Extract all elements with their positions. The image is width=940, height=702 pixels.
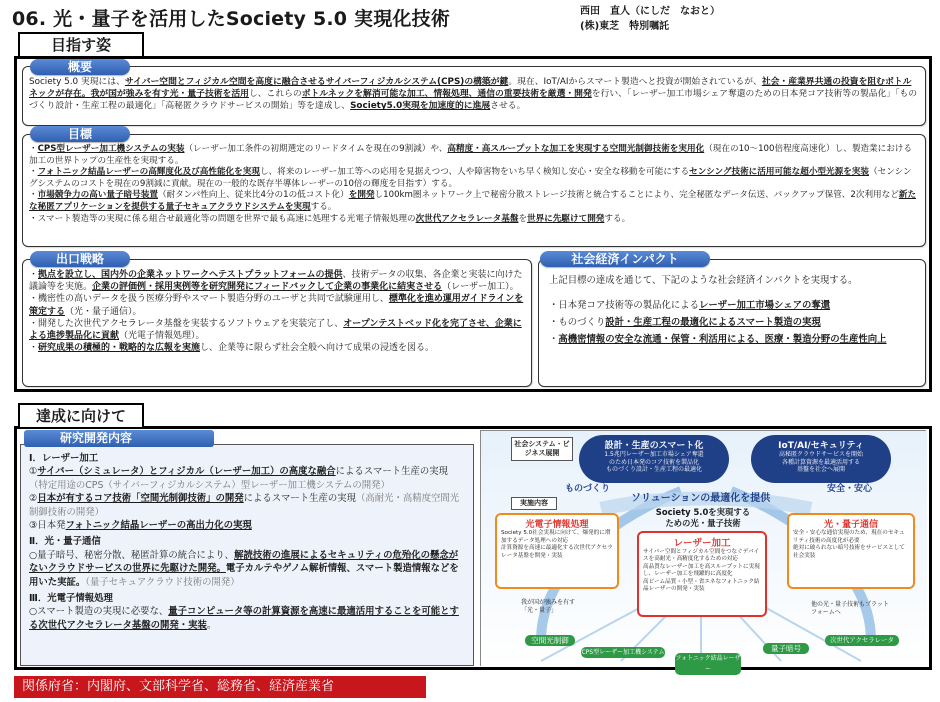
impact-list xyxy=(549,297,915,348)
body-text: （センシングシステムのコストを現在の9割減に貢献。現在の一般的な既存半導体レーザーの10倍の輝度を目指す）する。 xyxy=(29,167,912,189)
diagram-line: 高ビーム品質・小型・省エネなフォトニック結晶レーザーの開発・実装 xyxy=(643,578,760,593)
emphasis-text: フォトニック結晶レーザーの高輝度化及び高性能化を実現 xyxy=(37,167,260,178)
body-text: ③日本発 xyxy=(29,520,66,532)
body-text: （レーザー加工）。 xyxy=(442,282,519,293)
note-text: （特定用途のCPS（サイバーフィジカルシステム）型レーザー加工機システムの開発） xyxy=(29,479,390,491)
body-text: ○スマート製造の実現に必要な、 xyxy=(29,606,169,618)
laser-panel xyxy=(637,531,767,617)
list-item xyxy=(549,331,915,348)
goals-box xyxy=(22,134,926,247)
body-text: ・ xyxy=(549,334,559,345)
list-item xyxy=(29,167,919,190)
body-text: ○量子暗号、秘密分散、秘匿計算の統合により、 xyxy=(29,549,235,561)
body-text: 。 xyxy=(206,619,217,631)
emphasis-text: フォトニック結晶レーザーの高出力化の実現 xyxy=(65,520,252,532)
emphasis-text: CPS型レーザー加工機システムの実装 xyxy=(37,144,185,154)
opt-lines xyxy=(501,530,613,560)
note-text: （量子セキュアクラウド技術の開発） xyxy=(85,576,240,588)
jisshi-label: 実施内容 xyxy=(511,497,557,510)
emphasis-text: Society5.0実現を加速度的に進展 xyxy=(350,101,491,112)
body-text: し100km圏ネットワーク上で秘密分散ストレージ技術と統合することにより、完全秘匿なデータ伝送、バックアップ保管、2次利用など xyxy=(374,190,899,201)
emphasis-text: センシング技術に活用可能な超小型光源を実装 xyxy=(689,167,869,178)
body-text: （現在の10～100倍程度高速化）し、製造業における加工の世界トップの生産性を実現する。 xyxy=(29,144,912,166)
monozukuri-label: ものづくり xyxy=(565,484,611,494)
rd-content xyxy=(29,452,465,632)
emphasis-text: 新たな秘匿アプリケーションを提供する量子セキュアクラウドシステムを実現 xyxy=(29,190,917,212)
body-text: （光・量子通信）。 xyxy=(65,306,142,317)
exit-label: 出口戦略 xyxy=(30,251,130,267)
emphasis-text: を開発 xyxy=(348,190,375,201)
body-text: ・ xyxy=(29,190,38,201)
smart-design-oval xyxy=(579,435,729,483)
smart-design-title: 設計・生産のスマート化 xyxy=(604,441,704,451)
iot-oval xyxy=(751,435,891,483)
overview-label: 概要 xyxy=(30,59,130,75)
body-text: によるスマート生産の実現 xyxy=(335,466,448,478)
solution-label: ソリューションの最適化を提供 xyxy=(631,493,771,504)
list-item xyxy=(549,297,915,314)
emphasis-text: 次世代アクセラレータ基盤 xyxy=(415,213,519,224)
diagram-line: サイバー空間とフィジカル空間をつなぐデバイスを高耐光・高精度化するための対応 xyxy=(643,549,760,563)
list-item xyxy=(29,269,525,293)
body-text: ・ xyxy=(29,343,39,354)
rd-item xyxy=(29,492,465,519)
rd-box xyxy=(20,444,474,666)
emphasis-text: 研究成果の積極的・戦略的な広報を実施 xyxy=(38,343,201,354)
author-name: 西田 直人（にしだ なおと） xyxy=(580,6,720,17)
emphasis-text: サイバー（シミュレータ）とフィジカル（レーザー加工）の高度な融合 xyxy=(37,466,336,478)
body-text: し、企業等に限らず社会全般へ向けて成果の浸透を図る。 xyxy=(200,343,435,354)
emphasis-text: 解読技術の進展によるセキュリティの危殆化の懸念がないクラウドサービスの世界に先駆けた開発。 xyxy=(29,549,459,575)
impact-intro: 上記目標の達成を通じて、下記のような社会経済インパクトを実現する。 xyxy=(549,275,858,286)
impact-label: 社会経済インパクト xyxy=(540,251,710,267)
body-text: ・ xyxy=(29,167,38,178)
laser-title: レーザー加工 xyxy=(673,538,731,549)
body-text: Society 5.0 実現には、 xyxy=(29,77,125,87)
rd-item xyxy=(29,519,465,532)
overview-text xyxy=(29,76,919,113)
emphasis-text: 日本が有するコア技術「空間光制御技術」の開発 xyxy=(37,493,244,505)
goals-label: 目標 xyxy=(30,126,130,142)
body-text: 、技術データの収集、各企業と実装に向けた議論等を実施。 xyxy=(29,270,523,293)
emphasis-text: 高機密情報の安全な流通・保管・利活用による、医療・製造分野の生産性向上 xyxy=(558,334,887,345)
rd-item xyxy=(29,549,465,589)
rd-label: 研究開発内容 xyxy=(24,430,214,447)
rd-item xyxy=(29,465,465,492)
emphasis-text: 企業の評価例・採用実例等を研究開発にフィードバックして企業の事業化に結実させる xyxy=(92,282,443,293)
body-text: によるスマート生産の実現 xyxy=(243,493,356,505)
body-text: を xyxy=(518,213,528,224)
exit-box xyxy=(22,259,532,387)
diagram-line: 高品質なレーザー加工を高スループットに実現し、レーザー加工を飛躍的に高度化 xyxy=(643,563,760,578)
body-text: する。 xyxy=(604,213,631,224)
emphasis-text: 社会・産業界共通の投資を阻むボトルネックが存在。我が国が強みを有す光・量子技術を活用 xyxy=(29,77,912,100)
body-text: させる。 xyxy=(490,101,526,112)
ministry-bar: 関係府省：内閣府、文部科学省、総務省、経済産業省 xyxy=(14,676,426,698)
body-text: ・日本発コア技術等の製品化による xyxy=(549,300,700,311)
center-title xyxy=(641,507,765,529)
quantum-panel xyxy=(787,513,915,589)
rd-heading: Ⅱ．光・量子通信 xyxy=(29,536,101,548)
emphasis-text: ボトルネックを解消可能な加工、情報処理、通信の重要技術を厳選・開発 xyxy=(301,89,592,100)
smart-design-lines xyxy=(579,451,729,474)
body-text: する。 xyxy=(310,201,337,212)
concept-diagram xyxy=(480,430,926,673)
body-text: し、将来のレーザー加工等への応用を見据えつつ、人や障害物をいち早く検知し安心・安全な移動を可能にする xyxy=(259,167,690,178)
body-text: （レーザー加工条件の初期選定のリードタイムを現在の9割減）や、 xyxy=(184,144,448,154)
list-item xyxy=(29,318,525,342)
body-text: ・開発した次世代アクセラレータ基盤を実装するソフトウェアを実装完了し、 xyxy=(29,318,344,329)
exit-list xyxy=(29,269,525,354)
anzen-label: 安全・安心 xyxy=(827,484,873,494)
body-text: （耐タンパ性向上、従来比4分の1の低コスト化） xyxy=(157,190,349,201)
body-text: ・ xyxy=(29,270,39,280)
opt-title: 光電子情報処理 xyxy=(525,520,589,530)
node-spatial-light: 空間光制御 xyxy=(525,635,575,646)
page-title: 06. 光・量子を活用したSociety 5.0 実現化技術 xyxy=(12,8,451,30)
rd-item xyxy=(29,605,465,632)
center-title-line2: ための光・量子技術 xyxy=(665,518,741,528)
body-text: ① xyxy=(29,466,38,478)
body-text: ・機密性の高いデータを扱う医療分野やスマート製造分野のユーザと共同で試験運用し、 xyxy=(29,294,389,305)
author-affiliation: (株)東芝 特別嘱託 xyxy=(580,21,670,32)
emphasis-text: オープンテストベッド化を完了させ、企業による進捗製品化に貢献 xyxy=(29,318,522,342)
body-text: ・ものづくり xyxy=(549,317,606,328)
list-item xyxy=(29,342,525,354)
emphasis-text: 拠点を設立し、国内外の企業ネットワークへテストプラットフォームの提供 xyxy=(38,270,343,280)
diagram-line: 基盤を社会へ展開 xyxy=(796,466,845,473)
body-text: ・スマート製造等の実現に係る組合せ最適化等の問題を世界で最も高速に処理する光電子情報処理の xyxy=(29,213,416,224)
rd-heading: Ⅰ．レーザー加工 xyxy=(29,453,99,464)
emphasis-text: レーザー加工市場シェアの奪還 xyxy=(699,300,831,311)
diagram-line: 各種計算資源を最適活用する xyxy=(781,458,860,466)
center-title-line1: Society 5.0を実現する xyxy=(655,507,751,517)
diagram-line: Society 5.0社会実現に向けて、爆発的に増加するデータ処理への対応 xyxy=(501,530,611,544)
diagram-line: のため日本発のコア技術を製品化 xyxy=(608,458,699,466)
diagram-line: 安全・安心な通信実現のため、現在のセキュリティ技術の高度化が必要 xyxy=(793,530,905,544)
rd-heading: Ⅲ．光電子情報処理 xyxy=(29,593,113,605)
diagram-line: ものづくり設計・生産工程の最適化 xyxy=(605,466,702,473)
diagram-line: 計算資源を高速に最適化する次世代アクセラレータ基盤を開発・実装 xyxy=(501,545,613,559)
body-text: 。現在、IoT/AIからスマート製造へと投資が開始されているが、 xyxy=(508,77,762,87)
emphasis-text: サイバー空間とフィジカル空間を高度に融合させるサイバーフィジカルシステム(CPS)の構築が鍵 xyxy=(124,77,509,87)
emphasis-text: 量子コンピュータ等の計算資源を高速に最適活用することを可能とする次世代アクセラレータ基盤の開発・実装 xyxy=(29,606,459,631)
node-accelerator: 次世代アクセラレータ xyxy=(825,635,899,646)
diagram-line: 絶対に破られない暗号技術をサービスとして社会実装 xyxy=(793,545,905,559)
body-text: ・ xyxy=(29,144,38,154)
iot-lines xyxy=(751,451,891,474)
overview-box xyxy=(22,66,926,126)
body-text: し、これらの xyxy=(248,89,302,100)
diagram-line: 1.5兆円レーザー加工市場シェア奪還 xyxy=(604,451,704,458)
emphasis-text: 市場競争力の高い量子暗号装置 xyxy=(37,190,158,201)
iot-title: IoT/AI/セキュリティ xyxy=(778,441,864,451)
emphasis-text: 世界に先駆けて開発 xyxy=(527,213,605,224)
emphasis-text: 標準化を進め運用ガイドラインを策定する xyxy=(29,294,524,317)
opt-panel xyxy=(495,513,619,589)
section-tab-vision: 目指す姿 xyxy=(18,32,144,58)
body-text: ② xyxy=(29,493,38,505)
list-item xyxy=(29,144,919,167)
list-item xyxy=(29,190,919,213)
impact-box xyxy=(538,259,926,387)
body-text: （光電子情報処理）。 xyxy=(119,331,205,342)
list-item xyxy=(29,214,919,226)
emphasis-text: 設計・生産工程の最適化によるスマート製造の実現 xyxy=(605,317,821,328)
node-photonic-laser: フォトニック結晶レーザー xyxy=(675,655,741,673)
note-text: （高耐光・高精度空間光制御技術の開発） xyxy=(29,493,460,518)
node-cps-laser: CPS型レーザー加工機システム xyxy=(581,649,665,656)
strength-note: 我が国が強みを有す「光・量子」 xyxy=(521,599,576,614)
other-note: 他の光・量子技術もプラットフォームへ xyxy=(811,601,889,616)
bold-text: 電子カルテやゲノム解析情報、スマート製造情報などを用いた実証。 xyxy=(29,563,459,588)
social-system-box: 社会システム・ビジネス展開 xyxy=(511,437,573,461)
quantum-lines xyxy=(793,530,909,560)
goals-list xyxy=(29,144,919,225)
list-item xyxy=(29,293,525,317)
list-item xyxy=(549,314,915,331)
laser-lines xyxy=(643,549,761,593)
section-tab-toward: 達成に向けて xyxy=(18,403,144,429)
body-text: を行い、「レーザー加工市場シェア奪還のための日本発コア技術等の製品化」「ものづくり設計・生産工程の最適化」「高秘匿クラウドサービスの開始」等を達成し、 xyxy=(29,89,918,112)
emphasis-text: 高精度・高スループットな加工を実現する空間光制御技術を実用化 xyxy=(447,144,705,154)
quantum-title: 光・量子通信 xyxy=(823,520,878,530)
node-quantum-crypto: 量子暗号 xyxy=(763,643,809,654)
diagram-line: 高秘匿クラウドサービスを開始 xyxy=(778,451,863,458)
